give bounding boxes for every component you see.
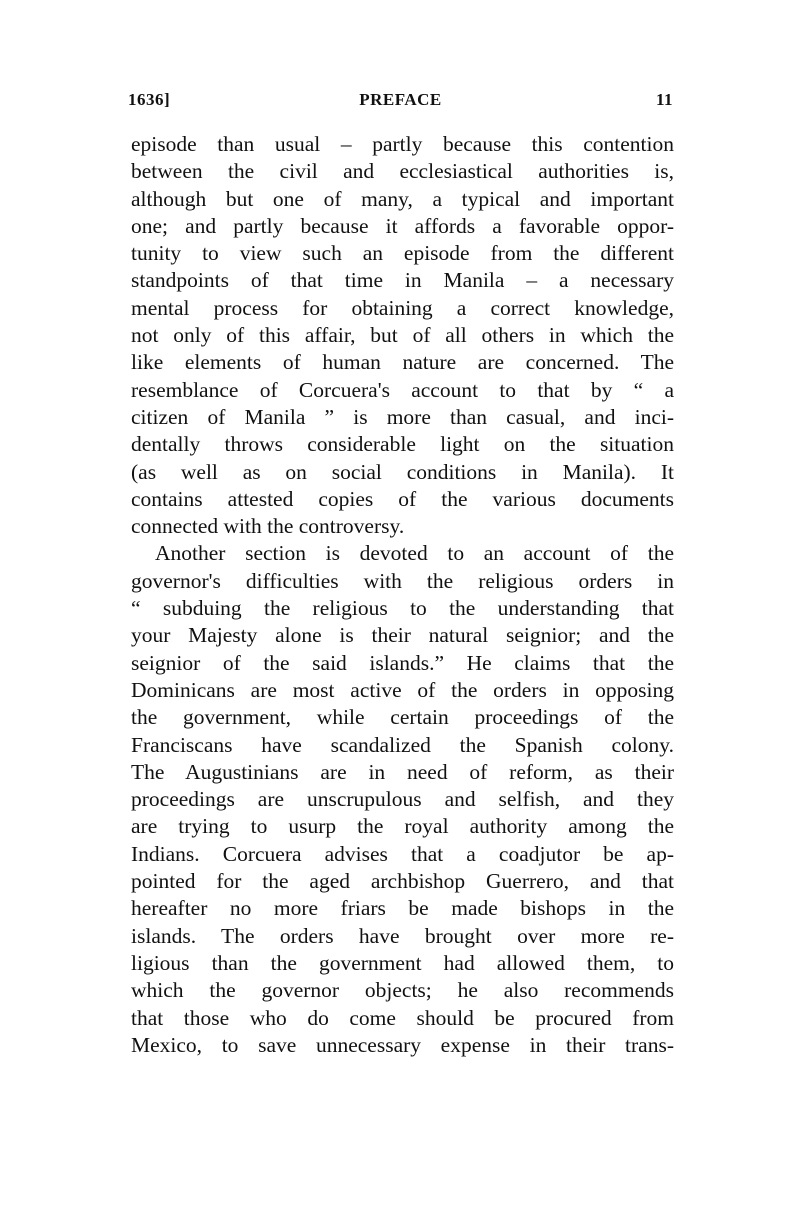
text-line: between the civil and ecclesiastical authorities is, <box>131 159 674 184</box>
text-line: The Augustinians are in need of reform, as their <box>131 759 674 784</box>
text-line: Another section is devoted to an account of the <box>155 541 674 566</box>
text-line: standpoints of that time in Manila – a necessary <box>131 268 674 293</box>
page-number: 11 <box>655 90 673 109</box>
text-line: Mexico, to save unnecessary expense in their trans- <box>131 1032 674 1057</box>
text-line: Indians. Corcuera advises that a coadjutor be ap- <box>131 841 674 866</box>
text-line: not only of this affair, but of all others in which the <box>131 323 674 348</box>
text-line: governor's difficulties with the religious orders in <box>131 568 674 593</box>
text-line: proceedings are unscrupulous and selfish, and they <box>131 787 674 812</box>
text-line: (as well as on social conditions in Manila). It <box>131 459 674 484</box>
text-line: pointed for the aged archbishop Guerrero, and that <box>131 869 674 894</box>
text-line: Dominicans are most active of the orders in opposing <box>131 677 674 702</box>
text-line: are trying to usurp the royal authority among the <box>131 814 674 839</box>
text-line: hereafter no more friars be made bishops in the <box>131 896 674 921</box>
text-line: Franciscans have scandalized the Spanish colony. <box>131 732 674 757</box>
text-line: tunity to view such an episode from the different <box>131 241 674 266</box>
paragraph <box>131 540 674 1059</box>
text-line: resemblance of Corcuera's account to that by “ a <box>131 377 674 402</box>
text-line: one; and partly because it affords a favorable oppor- <box>131 213 674 238</box>
text-line: like elements of human nature are concerned. The <box>131 350 674 375</box>
text-line: dentally throws considerable light on the situation <box>131 432 674 457</box>
text-line: which the governor objects; he also recommends <box>131 978 674 1003</box>
text-line: “ subduing the religious to the understanding that <box>131 596 674 621</box>
page-title: PREFACE <box>359 90 442 109</box>
text-line: episode than usual – partly because this contention <box>131 132 674 156</box>
text-line: the government, while certain proceedings of the <box>131 705 674 730</box>
body-text <box>131 131 674 1059</box>
text-line: mental process for obtaining a correct knowledge, <box>131 295 674 320</box>
text-line: your Majesty alone is their natural seignior; and the <box>131 623 674 648</box>
text-line: seignior of the said islands.” He claims that the <box>131 650 674 675</box>
text-line: although but one of many, a typical and important <box>131 186 674 211</box>
header-year: 1636] <box>128 90 171 109</box>
text-line: ligious than the government had allowed them, to <box>131 950 674 975</box>
text-line: contains attested copies of the various documents <box>131 486 674 511</box>
text-line: connected with the controversy. <box>131 514 405 539</box>
running-header <box>128 90 673 114</box>
text-line: that those who do come should be procured from <box>131 1005 674 1030</box>
text-line: citizen of Manila ” is more than casual, and inci- <box>131 404 674 429</box>
text-line: islands. The orders have brought over more re- <box>131 923 674 948</box>
paragraph <box>131 131 674 540</box>
